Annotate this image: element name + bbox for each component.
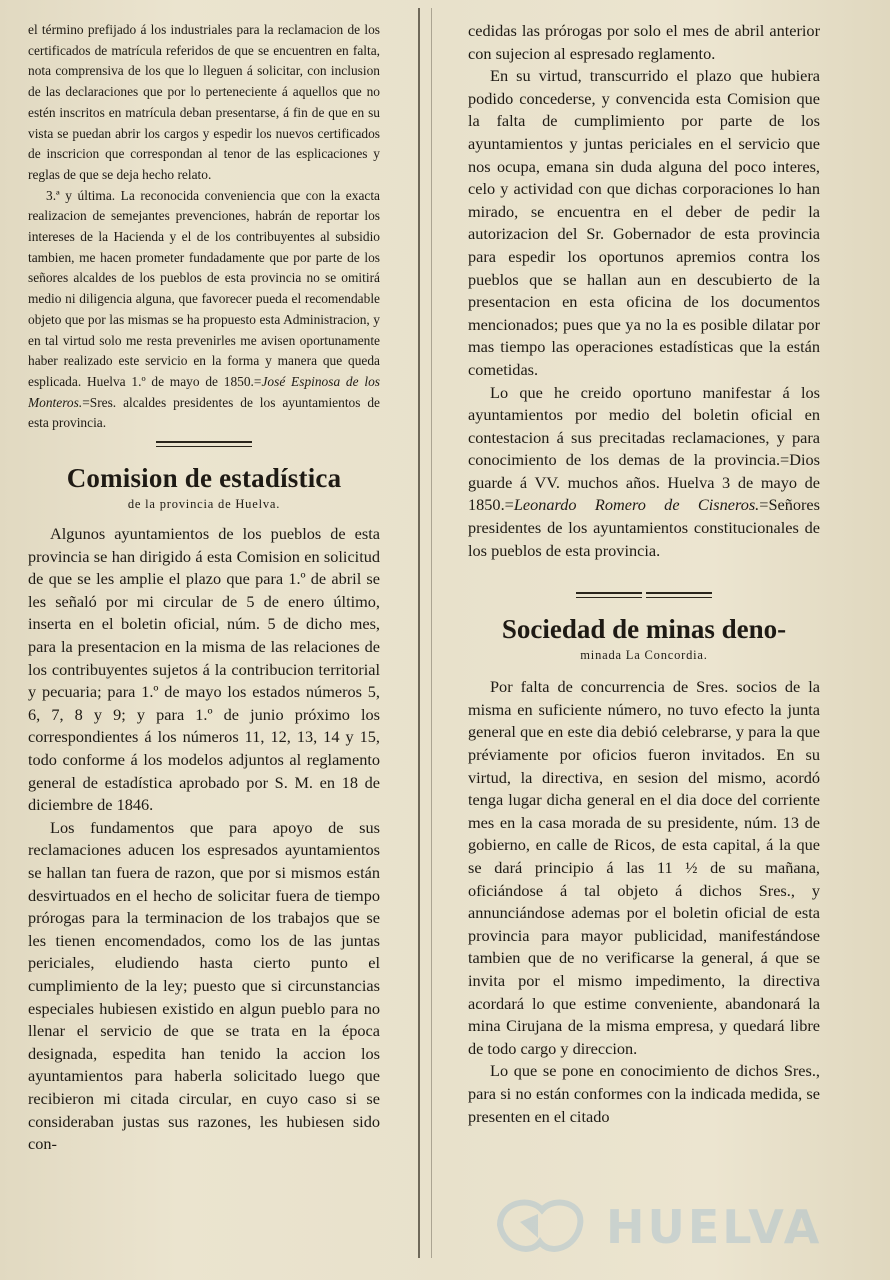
section-rule-right [468, 592, 820, 598]
subheading-provincia-huelva: de la provincia de Huelva. [127, 497, 281, 512]
paragraph-ultima: 3.ª y última. La reconocida conveniencia que con la exacta realizacion de semejantes prevenciones, habrán de reportar los intereses de la Hacienda y el de los contribuyentes al subsidio tambien, me hacen prometer fundadamente que por parte de los señores alcaldes de los pueblos de esta provincia no se omitirá medio ni diligencia alguna, que favorecer pueda el recomendable objeto que por las mismas se ha propuesto esta Administracion, y en tal virtud solo me resta prevenirles me avisen oportunamente haber realizado este servicio en la forma y manera que queda esplicada. Huelva 1.º de mayo de 1850.=José Espinosa de los Monteros.=Sres. alcaldes presidentes de los ayuntamientos de esta provincia. [28, 187, 380, 431]
paragraph-industriales: el término prefijado á los industriales para la reclamacion de los certificados de matrícula referidos de que se encuentren en falta, nota comprensiva de los que lo lleguen á solicitar, con inclusion de las declaraciones que por lo perteneciente á aquellos que no estén inscritos en matrícula deban presentarse, á fin de que en su vista se puedan abrir los cargos y espedir los nuevos certificados de inscricion que correspondan al tenor de las esplicaciones y reglas de que se deja hecho relato. [28, 22, 380, 182]
paragraph-lo-que-tail: Señores presidentes de los ayuntamientos constitucionales de los pueblos de esta provincia. [468, 495, 820, 560]
paragraph-prorogas: cedidas las prórogas por solo el mes de abril anterior con sujecion al espresado reglamento. [468, 21, 820, 63]
signature-espinosa: José Espinosa de los Monteros. [28, 373, 380, 410]
paragraph-fundamentos: Los fundamentos que para apoyo de sus reclamaciones aducen los espresados ayuntamientos se hallan tan fuera de razon, que por si mismos están desvirtuados en el hecho de solicitar fuera de tiempo prórogas para la terminacion de los trabajos que se les tienen encomendados, como los de las juntas periciales, eludiendo hasta cierto punto el cumplimiento de la ley; puesto que si circunstancias especiales hubiesen existido en algun pueblo para no llenar el servicio de que se trata en la época designada, espedita han tenido la accion los ayuntamientos para haberla solicitado luego que recibieron mi citada circular, en cuyo caso si se consideraban justas sus razones, les hubiesen sido con- [28, 817, 380, 1154]
paragraph-dios-guarde: Dios guarde á VV. muchos años. Huelva 3 de mayo de 1850. [468, 450, 820, 515]
section-rule-right-bar-b [646, 592, 712, 598]
column-divider-secondary [431, 8, 432, 1258]
signature-romero: Leonardo Romero de Cisneros. [513, 495, 760, 515]
subheading-la-concordia: minada La Concordia. [580, 648, 708, 663]
paragraph-lo-que-text: Lo que he creido oportuno manifestar á los ayuntamientos por medio del boletin oficial en contestacion á sus precitadas reclamaciones, y para conocimiento de los demas de la provincia. [468, 382, 820, 470]
heading-comision-estadistica: Comision de estadística [66, 463, 342, 494]
section-rule [28, 441, 380, 447]
heading-sociedad-minas: Sociedad de minas deno- [501, 614, 787, 645]
paragraph-ultima-tail: Sres. alcaldes presidentes de los ayuntamientos de esta provincia. [28, 394, 380, 431]
column-divider [418, 8, 420, 1258]
right-column [468, 20, 820, 1128]
paragraph-falta-concurrencia: Por falta de concurrencia de Sres. socios de la misma en suficiente número, no tuvo efecto la junta general que en este dia debió celebrarse, y para la que préviamente por oficios fueron invitados. En su virtud, la directiva, en sesion del mismo, acordó tenga lugar dicha general en el dia doce del corriente mes en la casa morada de su presidente, núm. 13 de gobierno, en calle de Ricos, de esta capital, á la que se dará principio á las 11 ½ de su mañana, oficiándose á tal objeto á dichos Sres., y annunciándose ademas por el boletin oficial de esta provincia para mayor publicidad, manifestándose tambien que de no verificarse la general, á que se invita por el mismo impedimento, la directiva acordará lo que estime conveniente, abandonará la mina Cirujana de la misma empresa, y quedará libre de todo cargo y direccion. [468, 677, 820, 1058]
paragraph-lo-que-he-creido: Lo que he creido oportuno manifestar á los ayuntamientos por medio del boletin oficial en contestacion á sus precitadas reclamaciones, y para conocimiento de los demas de la provincia.=Dios guarde á VV. muchos años. Huelva 3 de mayo de 1850.=Leonardo Romero de Cisneros.=Señores presidentes de los ayuntamientos constitucionales de los pueblos de esta provincia. [468, 382, 820, 560]
paragraph-conocimiento: Lo que se pone en conocimiento de dichos Sres., para si no están conformes con la indicada medida, se presenten en el citado [468, 1061, 820, 1126]
paragraph-ultima-text: 3.ª y última. La reconocida conveniencia que con la exacta realizacion de semejantes prevenciones, habrán de reportar los intereses de la Hacienda y el de los contribuyentes al subsidio tambien, me hacen prometer fundadamente que por parte de los señores alcaldes de los pueblos de esta provincia no se omitirá medio ni diligencia alguna, que favorecer pueda el recomendable objeto que por las mismas se ha propuesto esta Administracion, y en tal virtud solo me resta prevenirles me avisen oportunamente haber realizado este servicio en la forma y manera que queda esplicada. Huelva 1.º de mayo de 1850. [28, 187, 380, 389]
archive-watermark [488, 1192, 848, 1262]
paragraph-en-su-virtud: En su virtud, transcurrido el plazo que hubiera podido concederse, y convencida esta Comision que la falta de cumplimiento por parte de los ayuntamientos y juntas periciales en el servicio que nos ocupa, emana sin duda alguna del poco interes, celo y actividad con que dichas corporaciones lo han mirado, se encuentra en el deber de pedir la autorizacion del Sr. Gobernador de esta provincia para espedir los oportunos apremios contra los pueblos que se hallan aun en descubierto de la presentacion en esta oficina de los documentos mencionados; pues que ya no la es posible dilatar por mas tiempo las operaciones estadísticas que la están cometidas. [468, 66, 820, 379]
paragraph-ayuntamientos: Algunos ayuntamientos de los pueblos de esta provincia se han dirigido á esta Comision en solicitud de que se les amplie el plazo que para 1.º de abril se les señaló por mi circular de 5 de enero último, inserta en el boletin oficial, núm. 5 de dicho mes, para la presentacion en la misma de las relaciones de los contribuyentes sujetos á la contribucion territorial y pecuaria; para 1.º de mayo los estados números 5, 6, 7, 8 y 9; y para 1.º de junio próximo los correspondientes á los números 11, 12, 13, 14 y 15, todo conforme á los modelos adjuntos al reglamento general de estadística aprobado por S. M. en 18 de diciembre de 1846. [28, 524, 380, 815]
watermark-text: HUELVA [606, 1200, 823, 1254]
left-column [28, 20, 380, 1156]
watermark-logo-icon [490, 1192, 590, 1258]
section-rule-right-bar-a [576, 592, 642, 598]
section-rule-bar [156, 441, 252, 447]
